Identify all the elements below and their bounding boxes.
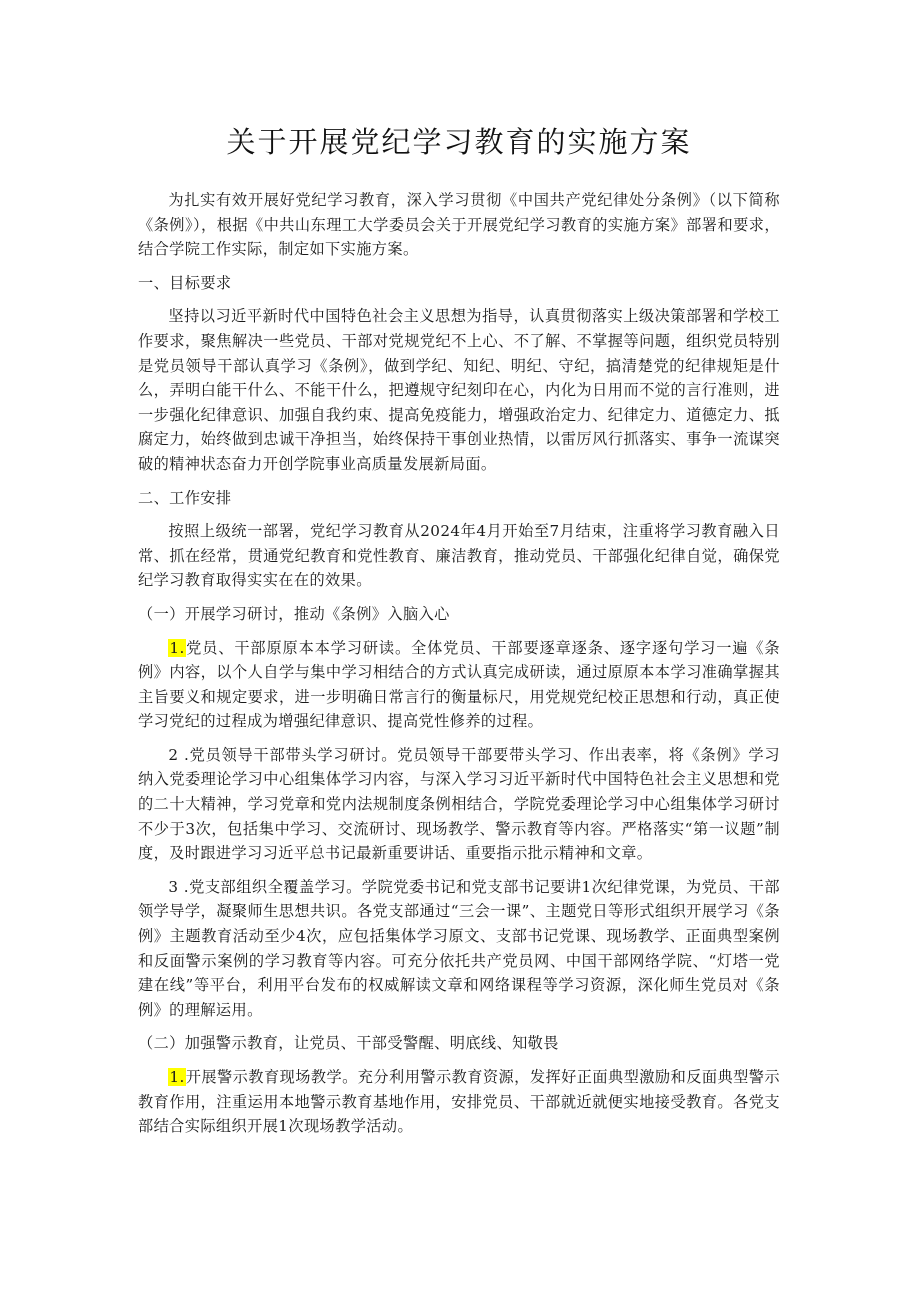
highlighted-item-number: 1. <box>169 1068 185 1086</box>
subsection-heading-study: （一）开展学习研讨，推动《条例》入脑入心 <box>138 604 450 623</box>
section-body-goals: 坚持以习近平新时代中国特色社会主义思想为指导，认真贯彻落实上级决策部署和学校工作要求，聚焦解决一些党员、干部对党规党纪不上心、不了解、不掌握等问题，组织党员特别是党员领导干部认真学习《条例》，做到学纪、知纪、明纪、守纪，搞清楚党的纪律规矩是什么，弄明白能干什么、不能干什么，把遵规守纪刻印在心，内化为日用而不觉的言行准则，进一步强化纪律意识、加强自我约束、提高免疫能力，增强政治定力、纪律定力、道德定力、抵腐定力，始终做到忠诚干净担当，始终保持干事创业热情，以雷厉风行抓落实、事争一流谋突破的精神状态奋力开创学院事业高质量发展新局面。 <box>138 307 780 473</box>
section-body-arrangement: 按照上级统一部署，党纪学习教育从2024年4月开始至7月结束，注重将学习教育融入日常、抓在经常，贯通党纪教育和党性教育、廉洁教育，推动党员、干部强化纪律自觉，确保党纪学习教育取得实实在在的效果。 <box>138 522 780 590</box>
subsection-heading-warning: （二）加强警示教育，让党员、干部受警醒、明底线、知敬畏 <box>138 1034 559 1053</box>
document-title: 关于开展党纪学习教育的实施方案 <box>226 125 692 159</box>
list-item-warning-1 <box>138 1065 780 1139</box>
list-item-text: 开展警示教育现场教学。充分利用警示教育资源，发挥好正面典型激励和反面典型警示教育作用，注重运用本地警示教育基地作用，安排党员、干部就近就便实地接受教育。各党支部结合实际组织开展1次现场教学活动。 <box>138 1068 780 1136</box>
highlighted-item-number: 1. <box>169 638 185 657</box>
list-item-study-2: 2 .党员领导干部带头学习研讨。党员领导干部要带头学习、作出表率，将《条例》学习纳入党委理论学习中心组集体学习内容，与深入学习习近平新时代中国特色社会主义思想和党的二十大精神，学习党章和党内法规制度条例相结合，学院党委理论学习中心组集体学习研讨不少于3次，包括集中学习、交流研讨、现场教学、警示教育等内容。严格落实“第一议题”制度，及时跟进学习习近平总书记最新重要讲话、重要指示批示精神和文章。 <box>138 745 780 863</box>
list-item-study-1 <box>138 636 780 734</box>
section-heading-goals: 一、目标要求 <box>138 273 232 292</box>
list-item-study-3: 3 .党支部组织全覆盖学习。学院党委书记和党支部书记要讲1次纪律党课，为党员、干部领学导学，凝聚师生思想共识。各党支部通过“三会一课”、主题党日等形式组织开展学习《条例》主题教育活动至少4次，应包括集体学习原文、支部书记党课、现场教学、正面典型案例和反面警示案例的学习教育等内容。可充分依托共产党员网、中国干部网络学院、“灯塔一党建在线”等平台，利用平台发布的权威解读文章和网络课程等学习资源，深化师生党员对《条例》的理解运用。 <box>138 877 780 1019</box>
section-heading-arrangement: 二、工作安排 <box>138 488 232 507</box>
intro-paragraph: 为扎实有效开展好党纪学习教育，深入学习贯彻《中国共产党纪律处分条例》（以下简称《条例》），根据《中共山东理工大学委员会关于开展党纪学习教育的实施方案》部署和要求，结合学院工作实际，制定如下实施方案。 <box>138 191 780 259</box>
list-item-text: 党员、干部原原本本学习研读。全体党员、干部要逐章逐条、逐字逐句学习一遍《条例》内容，以个人自学与集中学习相结合的方式认真完成研读，通过原原本本学习准确掌握其主旨要义和规定要求，进一步明确日常言行的衡量标尺，用党规党纪校正思想和行动，真正使学习党纪的过程成为增强纪律意识、提高党性修养的过程。 <box>138 638 780 731</box>
